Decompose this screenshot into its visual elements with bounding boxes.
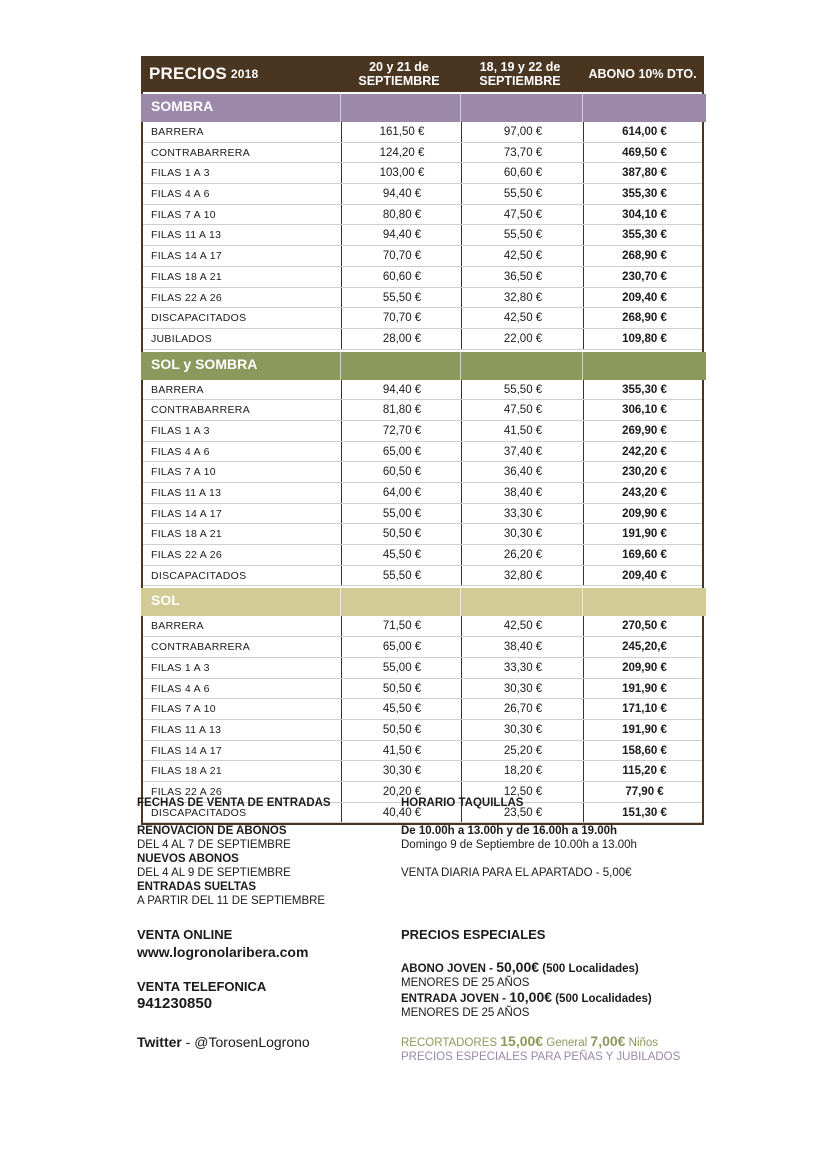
renov-dates: DEL 4 AL 7 DE SEPTIEMBRE	[137, 839, 291, 851]
price-cell: 12,50 €	[461, 782, 584, 802]
price-cell: 26,70 €	[461, 699, 584, 719]
price-cell: 65,00 €	[341, 637, 462, 657]
price-cell: 209,40 €	[583, 288, 705, 308]
row-label: FILAS 11 A 13	[151, 487, 222, 499]
row-label: FILAS 1 A 3	[151, 661, 210, 674]
price-cell: 161,50 €	[341, 122, 462, 142]
price-cell: 28,00 €	[341, 329, 462, 349]
abono-joven-sub: MENORES DE 25 AÑOS	[401, 977, 530, 989]
recortadores-line	[401, 1034, 721, 1050]
price-cell: 77,90 €	[583, 782, 705, 802]
recort-ninos-price: 7,00€	[590, 1033, 626, 1049]
row-label: FILAS 18 A 21	[151, 765, 223, 778]
section-header	[141, 350, 704, 376]
table-row	[143, 380, 702, 401]
price-cell: 55,50 €	[461, 225, 584, 245]
price-cell: 30,30 €	[461, 524, 584, 544]
table-row	[143, 288, 702, 309]
entrada-joven-note: (500 Localidades)	[552, 993, 652, 1005]
price-cell: 50,50 €	[341, 679, 462, 699]
price-cell: 171,10 €	[583, 699, 705, 719]
row-label: FILAS 11 A 13	[151, 229, 222, 242]
table-row	[143, 184, 702, 205]
row-label: FILAS 22 A 26	[151, 785, 223, 798]
price-cell: 169,60 €	[583, 545, 705, 565]
price-cell: 124,20 €	[341, 143, 462, 163]
row-label: FILAS 4 A 6	[151, 188, 210, 201]
tel-title: VENTA TELEFONICA	[137, 979, 267, 994]
title-text: PRECIOS	[149, 64, 227, 83]
price-cell: 55,00 €	[341, 504, 462, 524]
fechas-title: FECHAS DE VENTA DE ENTRADAS	[137, 797, 331, 809]
price-cell: 32,80 €	[461, 288, 584, 308]
price-cell: 30,30 €	[341, 761, 462, 781]
row-label: BARRERA	[151, 126, 204, 138]
table-row	[143, 761, 702, 782]
price-cell: 73,70 €	[461, 143, 584, 163]
table-row	[143, 225, 702, 246]
price-cell: 72,70 €	[341, 421, 462, 441]
price-cell: 469,50 €	[583, 143, 705, 163]
row-label: FILAS 18 A 21	[151, 270, 223, 283]
row-label: DISCAPACITADOS	[151, 569, 247, 582]
entrada-joven-sub: MENORES DE 25 AÑOS	[401, 1007, 530, 1019]
section-header	[141, 586, 704, 612]
table-row	[143, 679, 702, 700]
price-cell: 269,90 €	[583, 421, 705, 441]
phone-sales	[137, 980, 387, 1011]
row-label: JUBILADOS	[151, 332, 213, 345]
recort-label: RECORTADORES	[401, 1037, 501, 1049]
price-cell: 80,80 €	[341, 205, 462, 225]
price-cell: 26,20 €	[461, 545, 584, 565]
price-cell: 20,20 €	[341, 782, 462, 802]
price-cell: 94,40 €	[341, 184, 462, 204]
abono-joven-label: ABONO JOVEN -	[401, 963, 497, 975]
price-cell: 230,70 €	[583, 267, 705, 287]
price-cell: 191,90 €	[583, 720, 705, 740]
sueltas-dates: A PARTIR DEL 11 DE SEPTIEMBRE	[137, 895, 326, 907]
abono-joven-note: (500 Localidades)	[539, 963, 639, 975]
price-cell: 209,90 €	[583, 658, 705, 678]
table-row	[143, 246, 702, 267]
apartado-price: VENTA DIARIA PARA EL APARTADO - 5,00€	[401, 867, 632, 879]
section-rows	[141, 118, 704, 350]
price-cell: 65,00 €	[341, 442, 462, 462]
price-cell: 243,20 €	[583, 483, 705, 503]
price-cell: 158,60 €	[583, 741, 705, 761]
price-cell: 614,00 €	[583, 122, 705, 142]
section-rows	[141, 376, 704, 587]
table-row	[143, 616, 702, 637]
table-row	[143, 421, 702, 442]
price-cell: 71,50 €	[341, 616, 462, 636]
price-cell: 50,50 €	[341, 720, 462, 740]
table-row	[143, 545, 702, 566]
row-label: BARRERA	[151, 383, 204, 396]
price-cell: 42,50 €	[461, 246, 584, 266]
table-row	[143, 163, 702, 184]
col-header-2: 18, 19 y 22 de SEPTIEMBRE	[479, 60, 561, 88]
price-cell: 55,00 €	[341, 658, 462, 678]
table-row	[143, 720, 702, 741]
section-band	[141, 352, 706, 380]
row-label: FILAS 7 A 10	[151, 208, 216, 221]
table-row	[143, 442, 702, 463]
section-rows	[141, 612, 704, 823]
section-header	[141, 92, 704, 118]
price-cell: 55,50 €	[341, 566, 462, 586]
table-row	[143, 699, 702, 720]
penas-jubilados: PRECIOS ESPECIALES PARA PEÑAS Y JUBILADOS	[401, 1051, 681, 1063]
price-cell: 64,00 €	[341, 483, 462, 503]
ticket-hours	[401, 796, 721, 880]
price-cell: 38,40 €	[461, 483, 584, 503]
price-cell: 50,50 €	[341, 524, 462, 544]
section-title: SOMBRA	[151, 98, 214, 114]
section-title: SOL y SOMBRA	[151, 355, 258, 372]
online-title: VENTA ONLINE	[137, 927, 233, 942]
price-cell: 387,80 €	[583, 163, 705, 183]
entrada-joven-label: ENTRADA JOVEN -	[401, 993, 510, 1005]
twitter-line	[137, 1035, 397, 1049]
table-row	[143, 143, 702, 164]
price-cell: 306,10 €	[583, 400, 705, 420]
price-cell: 36,40 €	[461, 462, 584, 482]
price-cell: 23,50 €	[461, 803, 584, 823]
tel-number: 941230850	[137, 995, 213, 1012]
price-cell: 94,40 €	[341, 380, 462, 400]
price-cell: 42,50 €	[461, 308, 584, 328]
sales-dates	[137, 796, 387, 908]
price-cell: 41,50 €	[461, 421, 584, 441]
price-cell: 55,50 €	[461, 380, 584, 400]
horario-title: HORARIO TAQUILLAS	[401, 797, 524, 809]
price-cell: 191,90 €	[583, 524, 705, 544]
price-cell: 25,20 €	[461, 741, 584, 761]
table-row	[143, 205, 702, 226]
price-cell: 97,00 €	[461, 122, 584, 142]
price-cell: 45,50 €	[341, 545, 462, 565]
online-sales	[137, 928, 387, 959]
price-cell: 109,80 €	[583, 329, 705, 349]
price-cell: 103,00 €	[341, 163, 462, 183]
row-label: FILAS 14 A 17	[151, 507, 223, 520]
table-row	[143, 308, 702, 329]
price-cell: 30,30 €	[461, 720, 584, 740]
price-cell: 22,00 €	[461, 329, 584, 349]
col-header-3: ABONO 10% DTO.	[588, 67, 697, 81]
price-cell: 33,30 €	[461, 504, 584, 524]
price-cell: 37,40 €	[461, 442, 584, 462]
special-prices	[401, 928, 721, 1064]
table-row	[143, 329, 702, 350]
section-title: SOL	[151, 592, 180, 609]
section-band	[141, 588, 706, 616]
horario-1: De 10.00h a 13.00h y de 16.00h a 19.00h	[401, 825, 618, 837]
table-row	[143, 524, 702, 545]
price-cell: 209,90 €	[583, 504, 705, 524]
online-url-link[interactable]: www.logronolaribera.com	[137, 944, 309, 960]
table-row	[143, 741, 702, 762]
row-label: FILAS 14 A 17	[151, 744, 223, 757]
row-label: DISCAPACITADOS	[151, 806, 247, 819]
table-row	[143, 400, 702, 421]
table-row	[143, 122, 702, 143]
price-cell: 70,70 €	[341, 246, 462, 266]
row-label: CONTRABARRERA	[151, 404, 250, 417]
price-table	[141, 56, 704, 825]
row-label: FILAS 1 A 3	[151, 167, 210, 180]
price-cell: 60,60 €	[341, 267, 462, 287]
price-cell: 151,30 €	[583, 803, 705, 823]
table-row	[143, 658, 702, 679]
price-cell: 18,20 €	[461, 761, 584, 781]
price-cell: 30,30 €	[461, 679, 584, 699]
renov-title: RENOVACION DE ABONOS	[137, 825, 287, 837]
price-cell: 32,80 €	[461, 566, 584, 586]
price-cell: 94,40 €	[341, 225, 462, 245]
recort-ninos: Niños	[625, 1037, 659, 1049]
price-cell: 40,40 €	[341, 803, 462, 823]
col-header-1: 20 y 21 de SEPTIEMBRE	[358, 60, 440, 88]
row-label: CONTRABARRERA	[151, 146, 250, 159]
price-cell: 41,50 €	[341, 741, 462, 761]
price-cell: 245,20,€	[583, 637, 705, 657]
price-cell: 45,50 €	[341, 699, 462, 719]
sueltas-title: ENTRADAS SUELTAS	[137, 881, 257, 893]
nuevos-title: NUEVOS ABONOS	[137, 853, 239, 865]
price-cell: 242,20 €	[583, 442, 705, 462]
price-cell: 115,20 €	[583, 761, 705, 781]
table-title	[149, 56, 258, 92]
price-cell: 70,70 €	[341, 308, 462, 328]
title-year: 2018	[230, 67, 259, 81]
row-label: FILAS 1 A 3	[151, 424, 210, 437]
price-cell: 191,90 €	[583, 679, 705, 699]
row-label: FILAS 4 A 6	[151, 445, 210, 458]
price-cell: 230,20 €	[583, 462, 705, 482]
row-label: BARRERA	[151, 620, 204, 633]
price-cell: 60,50 €	[341, 462, 462, 482]
row-label: DISCAPACITADOS	[151, 312, 247, 325]
price-cell: 268,90 €	[583, 308, 705, 328]
row-label: FILAS 7 A 10	[151, 466, 216, 479]
price-cell: 355,30 €	[583, 225, 705, 245]
price-cell: 47,50 €	[461, 400, 584, 420]
price-cell: 33,30 €	[461, 658, 584, 678]
price-cell: 55,50 €	[341, 288, 462, 308]
twitter-label: Twitter	[137, 1034, 182, 1050]
price-cell: 42,50 €	[461, 616, 584, 636]
recort-general: General	[543, 1037, 591, 1049]
abono-joven-price: 50,00€	[496, 959, 540, 975]
row-label: FILAS 22 A 26	[151, 291, 223, 304]
price-cell: 55,50 €	[461, 184, 584, 204]
price-cell: 270,50 €	[583, 616, 705, 636]
price-cell: 81,80 €	[341, 400, 462, 420]
table-row	[143, 483, 702, 504]
nuevos-dates: DEL 4 AL 9 DE SEPTIEMBRE	[137, 867, 291, 879]
row-label: FILAS 4 A 6	[151, 682, 210, 695]
table-row	[143, 504, 702, 525]
price-cell: 38,40 €	[461, 637, 584, 657]
row-label: CONTRABARRERA	[151, 641, 250, 654]
row-label: FILAS 14 A 17	[151, 250, 223, 263]
entrada-joven-price: 10,00€	[509, 989, 553, 1005]
price-cell: 268,90 €	[583, 246, 705, 266]
table-header	[141, 56, 704, 92]
price-cell: 60,60 €	[461, 163, 584, 183]
price-cell: 355,30 €	[583, 380, 705, 400]
recort-general-price: 15,00€	[500, 1033, 544, 1049]
table-body	[141, 92, 704, 825]
table-row	[143, 267, 702, 288]
table-row	[143, 637, 702, 658]
row-label: FILAS 22 A 26	[151, 549, 223, 562]
price-cell: 304,10 €	[583, 205, 705, 225]
price-cell: 355,30 €	[583, 184, 705, 204]
row-label: FILAS 18 A 21	[151, 528, 223, 541]
section-band	[141, 94, 706, 122]
price-cell: 209,40 €	[583, 566, 705, 586]
twitter-handle-link[interactable]: - @TorosenLogrono	[181, 1034, 310, 1050]
row-label: FILAS 11 A 13	[151, 723, 222, 736]
table-row	[143, 462, 702, 483]
row-label: FILAS 7 A 10	[151, 703, 216, 716]
especiales-title: PRECIOS ESPECIALES	[401, 927, 546, 942]
price-cell: 47,50 €	[461, 205, 584, 225]
price-cell: 36,50 €	[461, 267, 584, 287]
horario-2: Domingo 9 de Septiembre de 10.00h a 13.00h	[401, 839, 637, 851]
table-row	[143, 566, 702, 587]
